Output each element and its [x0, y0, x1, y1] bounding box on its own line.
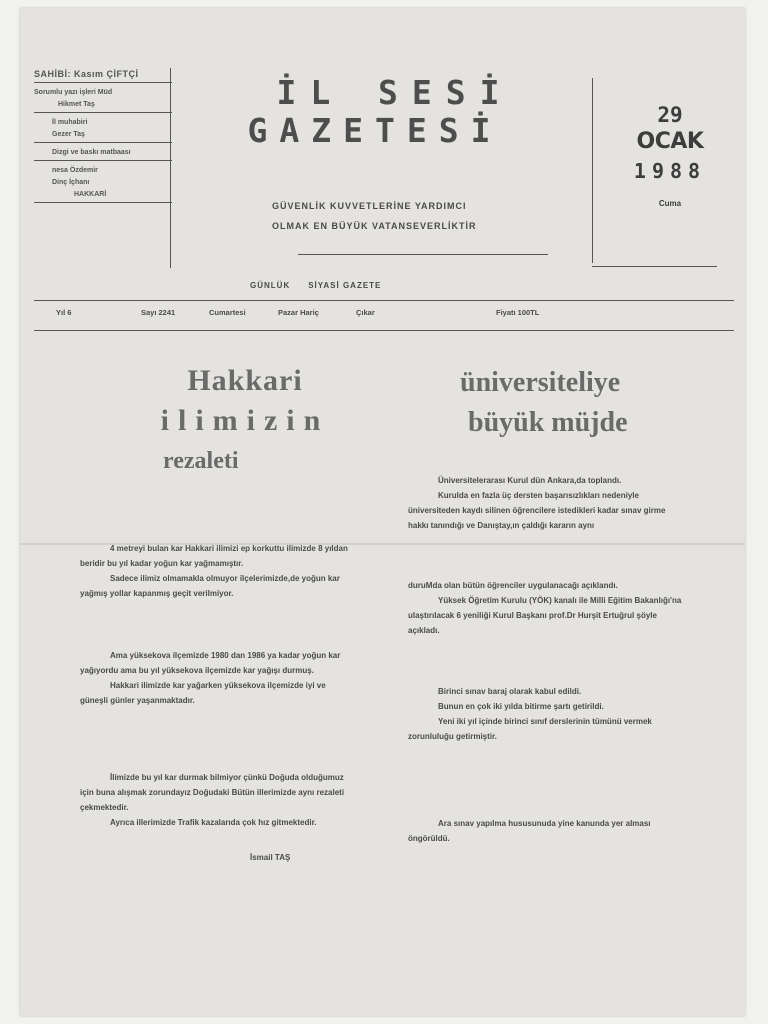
right-article-body — [408, 684, 683, 744]
paragraph: Ara sınav yapılma hususunuda yine kanunda yer alması öngörüldü. — [408, 819, 651, 843]
left-article-body — [80, 541, 350, 601]
left-headline-line3: rezaleti — [163, 448, 239, 474]
slogan-line1: GÜVENLİK KUVVETLERİNE YARDIMCI — [272, 201, 467, 211]
paragraph: Ayrıca illerimizde Trafik kazalarıda çok hız gitmektedir. — [110, 818, 317, 827]
owner-line: Dizgi ve baskı matbaası — [52, 149, 131, 156]
paragraph: İlimizde bu yıl kar durmak bilmiyor çünkü Doğuda olduğumuz için buna alışmak zorundayız Doğudaki Bütün illerimizde aynı rezaleti çekmektedir. — [80, 773, 345, 812]
right-article-body — [408, 578, 683, 638]
divider — [34, 202, 172, 203]
masthead — [220, 74, 530, 150]
newspaper-name-line2: GAZETESİ — [247, 111, 503, 150]
owner-line: İl muhabiri — [52, 119, 88, 126]
date-day: 29 — [657, 103, 683, 127]
paragraph: Yeni iki yıl içinde birinci sınıf derslerinin tümünü vermek zorunluluğu getirmiştir. — [408, 717, 652, 741]
right-article-body — [408, 816, 683, 846]
days2-text: Pazar Hariç — [278, 308, 319, 317]
left-headline-line2: ilimizin — [160, 404, 330, 437]
left-headline — [135, 363, 355, 479]
date-month: OCAK — [636, 129, 704, 154]
left-article-body — [80, 770, 350, 830]
owner-box — [34, 70, 172, 208]
right-headline — [460, 363, 680, 443]
divider — [34, 82, 172, 83]
divider — [298, 254, 548, 255]
divider — [34, 330, 734, 331]
left-article-body — [80, 648, 350, 708]
date-year: 1988 — [633, 159, 707, 183]
slogan-line2: OLMAK EN BÜYÜK VATANSEVERLİKTİR — [272, 221, 477, 231]
left-headline-line1: Hakkari — [187, 364, 303, 397]
right-article-body — [408, 473, 683, 533]
paragraph: duruMda olan bütün öğrenciler uygulanacağı açıklandı. — [408, 581, 618, 590]
paragraph: Yüksek Öğretim Kurulu (YÖK) kanalı ile Milli Eğitim Bakanlığı'na ulaştırılacak 6 yeniliği Kurul Başkanı prof.Dr Hurşit Ertuğrul şöyle açıkladı. — [408, 596, 682, 635]
owner-line: Hikmet Taş — [58, 101, 95, 108]
daily-label-text: GÜNLÜK — [250, 281, 291, 290]
owner-line: HAKKARİ — [74, 191, 107, 198]
slogan — [272, 196, 542, 236]
year-text: Yıl 6 — [56, 308, 72, 317]
owner-line: Sorumlu yazı işleri Müd — [34, 89, 113, 96]
paragraph: Sadece ilimiz olmamakla olmuyor ilçelerimizde,de yoğun kar yağmış yollar kapanmış geçit verilmiyor. — [80, 574, 340, 598]
author: İsmail TAŞ — [250, 853, 291, 862]
daily-type-text: SİYASİ GAZETE — [308, 281, 382, 290]
daily-label — [250, 281, 399, 290]
paragraph: Birinci sınav baraj olarak kabul edildi. — [438, 687, 582, 696]
paragraph: Hakkari ilimizde kar yağarken yüksekova ilçemizde iyi ve güneşli günler yaşanmaktadır. — [80, 681, 326, 705]
divider — [170, 68, 171, 268]
paragraph: Kurulda en fazla üç dersten başarısızlıkları nedeniyle üniversiteden kaydı silinen öğrencilere istedikleri kadar sınav girme hakkı tanındığı ve Danıştay,ın çaldığı kararın aynı — [408, 491, 666, 530]
newspaper-name-line1: İL SESİ — [276, 73, 514, 112]
divider — [592, 266, 717, 267]
published-text: Çıkar — [356, 308, 375, 317]
divider — [34, 112, 172, 113]
divider — [592, 78, 593, 263]
owner-line: Gezer Taş — [52, 131, 85, 138]
owner-name: SAHİBİ: Kasım ÇİFTÇİ — [34, 69, 139, 79]
paragraph: 4 metreyi bulan kar Hakkari ilimizi ep korkuttu ilimizde 8 yıldan beridir bu yıl kadar yoğun kar yağmamıştır. — [80, 544, 348, 568]
paragraph: Üniversitelerarası Kurul dün Ankara,da toplandı. — [438, 476, 622, 485]
price-text: Fiyatı 100TL — [496, 308, 540, 317]
right-headline-line2: büyük müjde — [468, 407, 628, 438]
issue-number: Sayı 2241 — [141, 308, 176, 317]
divider — [34, 160, 172, 161]
date-weekday: Cuma — [658, 199, 682, 208]
newspaper-page — [20, 8, 745, 1016]
right-headline-line1: üniversiteliye — [460, 367, 621, 398]
issue-date — [620, 103, 720, 208]
paragraph: Bunun en çok iki yılda bitirme şartı getirildi. — [438, 702, 604, 711]
owner-line: nesa Özdemir — [52, 167, 98, 174]
divider — [34, 300, 734, 301]
days-text: Cumartesi — [209, 308, 246, 317]
divider — [34, 142, 172, 143]
owner-line: Dinç İçhanı — [52, 179, 90, 186]
paragraph: Ama yüksekova ilçemizde 1980 dan 1986 ya kadar yoğun kar yağıyordu ama bu yıl yüksekova ilçemizde kar yağışı durmuş. — [80, 651, 341, 675]
